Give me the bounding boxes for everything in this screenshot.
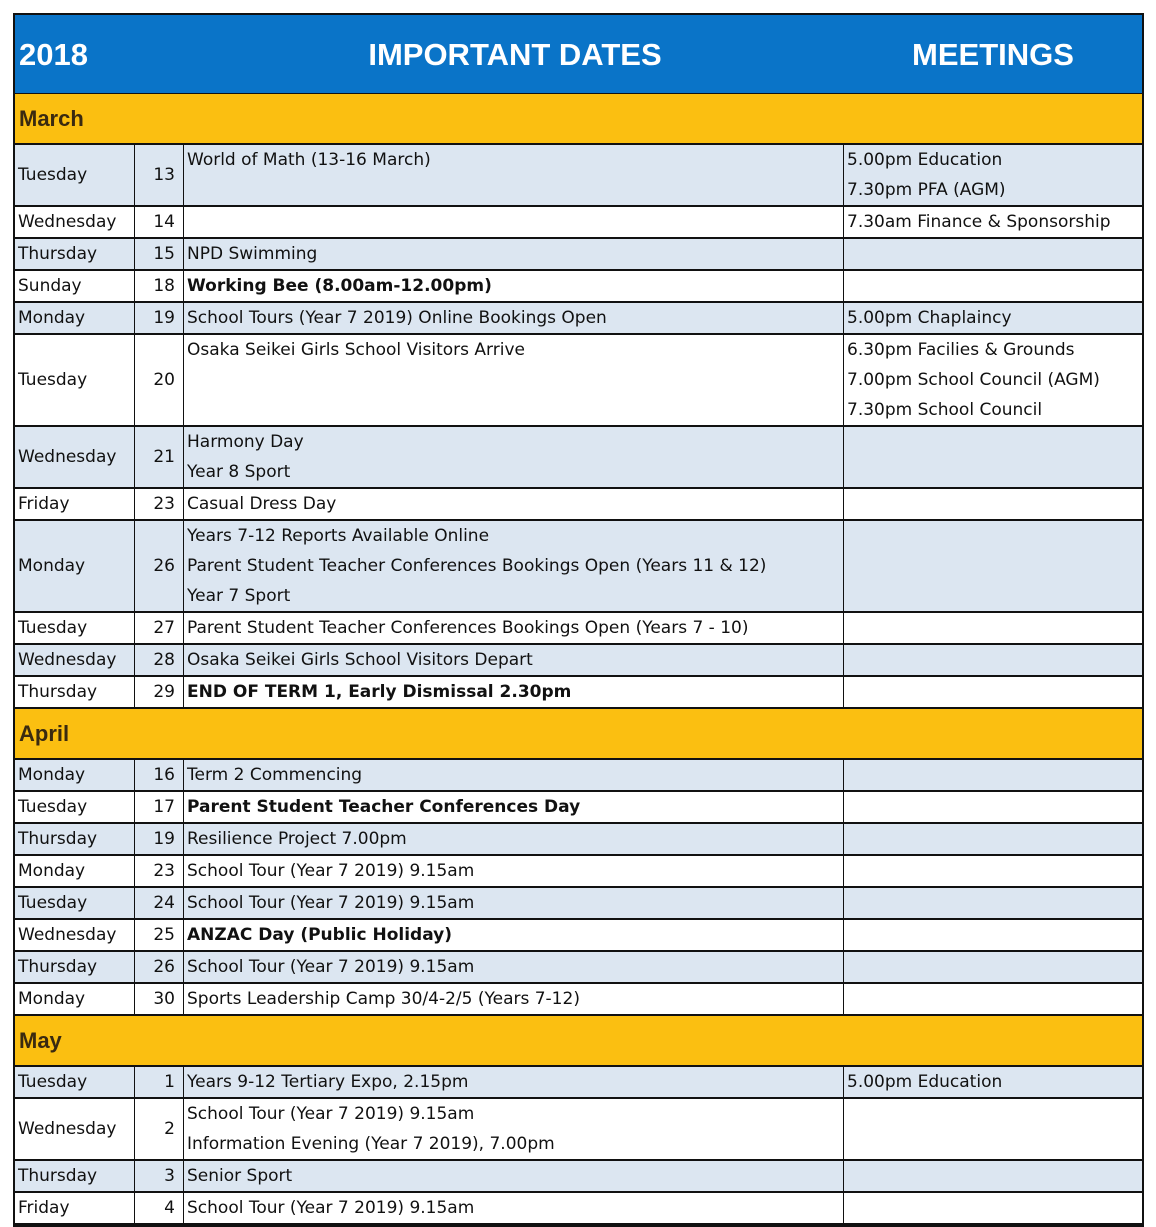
day-cell: Thursday [15, 952, 135, 982]
event-text: Year 7 Sport [187, 586, 291, 606]
meetings-title: MEETINGS [912, 37, 1074, 72]
meeting-cell [844, 920, 1142, 950]
table-header [15, 15, 1142, 94]
event-text: World of Math (13-16 March) [187, 150, 431, 170]
meeting-text: 7.00pm School Council (AGM) [847, 370, 1100, 390]
event-cell [184, 824, 844, 854]
important-dates-table [13, 13, 1144, 1227]
day-cell: Tuesday [15, 888, 135, 918]
day-cell: Monday [15, 521, 135, 611]
event-cell [184, 207, 844, 237]
day-cell: Tuesday [15, 335, 135, 425]
table-row [15, 760, 1142, 792]
table-row [15, 145, 1142, 207]
event-text: Year 8 Sport [187, 462, 291, 482]
date-cell: 21 [135, 427, 184, 487]
event-cell [184, 521, 844, 611]
event-text: Years 9-12 Tertiary Expo, 2.15pm [187, 1072, 469, 1092]
meeting-cell [844, 427, 1142, 487]
date-cell: 1 [135, 1067, 184, 1097]
event-cell [184, 677, 844, 707]
meeting-cell [844, 207, 1142, 237]
event-text: Parent Student Teacher Conferences Bookings Open (Years 7 - 10) [187, 618, 749, 638]
meeting-cell [844, 521, 1142, 611]
date-cell: 4 [135, 1193, 184, 1223]
meeting-text: 5.00pm Chaplaincy [847, 308, 1012, 328]
event-cell [184, 303, 844, 333]
event-cell [184, 145, 844, 205]
meeting-text: 5.00pm Education [847, 1072, 1003, 1092]
table-row [15, 645, 1142, 677]
event-text: Senior Sport [187, 1166, 293, 1186]
table-body [15, 94, 1142, 1225]
event-text: School Tours (Year 7 2019) Online Bookings Open [187, 308, 607, 328]
meeting-cell [844, 613, 1142, 643]
event-text: Parent Student Teacher Conferences Day [187, 797, 581, 817]
event-text: School Tour (Year 7 2019) 9.15am [187, 893, 475, 913]
meeting-cell [844, 856, 1142, 886]
event-text: Casual Dress Day [187, 494, 337, 514]
date-cell: 18 [135, 271, 184, 301]
day-cell: Tuesday [15, 145, 135, 205]
event-cell [184, 792, 844, 822]
table-row [15, 920, 1142, 952]
table-row [15, 271, 1142, 303]
event-cell [184, 1161, 844, 1191]
event-text: END OF TERM 1, Early Dismissal 2.30pm [187, 682, 572, 702]
meeting-cell [844, 824, 1142, 854]
event-cell [184, 613, 844, 643]
event-text: Term 2 Commencing [187, 765, 363, 785]
day-cell: Thursday [15, 824, 135, 854]
day-cell: Tuesday [15, 1067, 135, 1097]
date-cell: 20 [135, 335, 184, 425]
date-cell: 19 [135, 303, 184, 333]
table-row [15, 792, 1142, 824]
event-cell [184, 239, 844, 269]
event-cell [184, 760, 844, 790]
table-row [15, 1161, 1142, 1193]
event-text: Osaka Seikei Girls School Visitors Arrive [187, 340, 525, 360]
table-row [15, 427, 1142, 489]
date-cell: 19 [135, 824, 184, 854]
meeting-cell [844, 489, 1142, 519]
event-text: ANZAC Day (Public Holiday) [187, 925, 453, 945]
table-row [15, 677, 1142, 709]
meeting-cell [844, 303, 1142, 333]
event-text: School Tour (Year 7 2019) 9.15am [187, 1198, 475, 1218]
table-row [15, 489, 1142, 521]
table-row [15, 1099, 1142, 1161]
date-cell: 3 [135, 1161, 184, 1191]
meeting-cell [844, 645, 1142, 675]
event-cell [184, 1099, 844, 1159]
event-text: Parent Student Teacher Conferences Bookings Open (Years 11 & 12) [187, 556, 767, 576]
meeting-cell [844, 984, 1142, 1014]
day-cell: Wednesday [15, 920, 135, 950]
day-cell: Monday [15, 303, 135, 333]
event-cell [184, 645, 844, 675]
event-text: Information Evening (Year 7 2019), 7.00pm [187, 1134, 555, 1154]
meeting-cell [844, 760, 1142, 790]
date-cell: 28 [135, 645, 184, 675]
event-text: School Tour (Year 7 2019) 9.15am [187, 1104, 475, 1124]
date-cell: 29 [135, 677, 184, 707]
year-label: 2018 [19, 37, 88, 72]
table-row [15, 613, 1142, 645]
event-cell [184, 920, 844, 950]
event-text: School Tour (Year 7 2019) 9.15am [187, 861, 475, 881]
table-row [15, 824, 1142, 856]
date-cell: 25 [135, 920, 184, 950]
table-row [15, 1067, 1142, 1099]
meeting-text: 5.00pm Education [847, 150, 1003, 170]
meeting-cell [844, 1193, 1142, 1223]
day-cell: Tuesday [15, 792, 135, 822]
day-cell: Wednesday [15, 427, 135, 487]
date-cell: 26 [135, 952, 184, 982]
day-cell: Monday [15, 856, 135, 886]
month-header: March [15, 94, 1142, 145]
date-cell: 16 [135, 760, 184, 790]
event-text: Sports Leadership Camp 30/4-2/5 (Years 7-12) [187, 989, 580, 1009]
date-cell: 15 [135, 239, 184, 269]
event-cell [184, 1193, 844, 1223]
table-row [15, 521, 1142, 613]
day-cell: Tuesday [15, 613, 135, 643]
table-row [15, 1193, 1142, 1225]
table-row [15, 335, 1142, 427]
table-row [15, 207, 1142, 239]
day-cell: Wednesday [15, 1099, 135, 1159]
meeting-text: 7.30pm School Council [847, 400, 1043, 420]
date-cell: 24 [135, 888, 184, 918]
meeting-text: 7.30pm PFA (AGM) [847, 180, 1006, 200]
table-row [15, 303, 1142, 335]
meeting-cell [844, 239, 1142, 269]
event-text: Harmony Day [187, 432, 304, 452]
date-cell: 30 [135, 984, 184, 1014]
table-row [15, 984, 1142, 1016]
meeting-cell [844, 1099, 1142, 1159]
day-cell: Friday [15, 1193, 135, 1223]
event-cell [184, 984, 844, 1014]
important-dates-title: IMPORTANT DATES [368, 37, 662, 72]
meeting-cell [844, 1161, 1142, 1191]
meeting-cell [844, 145, 1142, 205]
event-cell [184, 427, 844, 487]
event-cell [184, 335, 844, 425]
day-cell: Wednesday [15, 207, 135, 237]
table-row [15, 888, 1142, 920]
day-cell: Thursday [15, 239, 135, 269]
event-cell [184, 952, 844, 982]
date-cell: 13 [135, 145, 184, 205]
table-row [15, 952, 1142, 984]
day-cell: Monday [15, 760, 135, 790]
table-row [15, 856, 1142, 888]
meeting-cell [844, 888, 1142, 918]
day-cell: Sunday [15, 271, 135, 301]
date-cell: 23 [135, 489, 184, 519]
month-header: May [15, 1016, 1142, 1067]
date-cell: 14 [135, 207, 184, 237]
day-cell: Thursday [15, 1161, 135, 1191]
event-cell [184, 888, 844, 918]
meeting-cell [844, 952, 1142, 982]
day-cell: Wednesday [15, 645, 135, 675]
date-cell: 23 [135, 856, 184, 886]
date-cell: 27 [135, 613, 184, 643]
day-cell: Friday [15, 489, 135, 519]
event-cell [184, 489, 844, 519]
meeting-text: 6.30pm Facilies & Grounds [847, 340, 1075, 360]
meeting-text: 7.30am Finance & Sponsorship [847, 212, 1111, 232]
event-cell [184, 271, 844, 301]
event-text: School Tour (Year 7 2019) 9.15am [187, 957, 475, 977]
meeting-cell [844, 792, 1142, 822]
event-cell [184, 1067, 844, 1097]
date-cell: 2 [135, 1099, 184, 1159]
meeting-cell [844, 677, 1142, 707]
event-text: Resilience Project 7.00pm [187, 829, 407, 849]
day-cell: Monday [15, 984, 135, 1014]
event-text: Osaka Seikei Girls School Visitors Depart [187, 650, 533, 670]
month-header: April [15, 709, 1142, 760]
meeting-cell [844, 1067, 1142, 1097]
event-text: NPD Swimming [187, 244, 318, 264]
meeting-cell [844, 335, 1142, 425]
day-cell: Thursday [15, 677, 135, 707]
date-cell: 17 [135, 792, 184, 822]
table-row [15, 239, 1142, 271]
meeting-cell [844, 271, 1142, 301]
event-cell [184, 856, 844, 886]
event-text: Working Bee (8.00am-12.00pm) [187, 276, 492, 296]
event-text: Years 7-12 Reports Available Online [187, 526, 490, 546]
date-cell: 26 [135, 521, 184, 611]
